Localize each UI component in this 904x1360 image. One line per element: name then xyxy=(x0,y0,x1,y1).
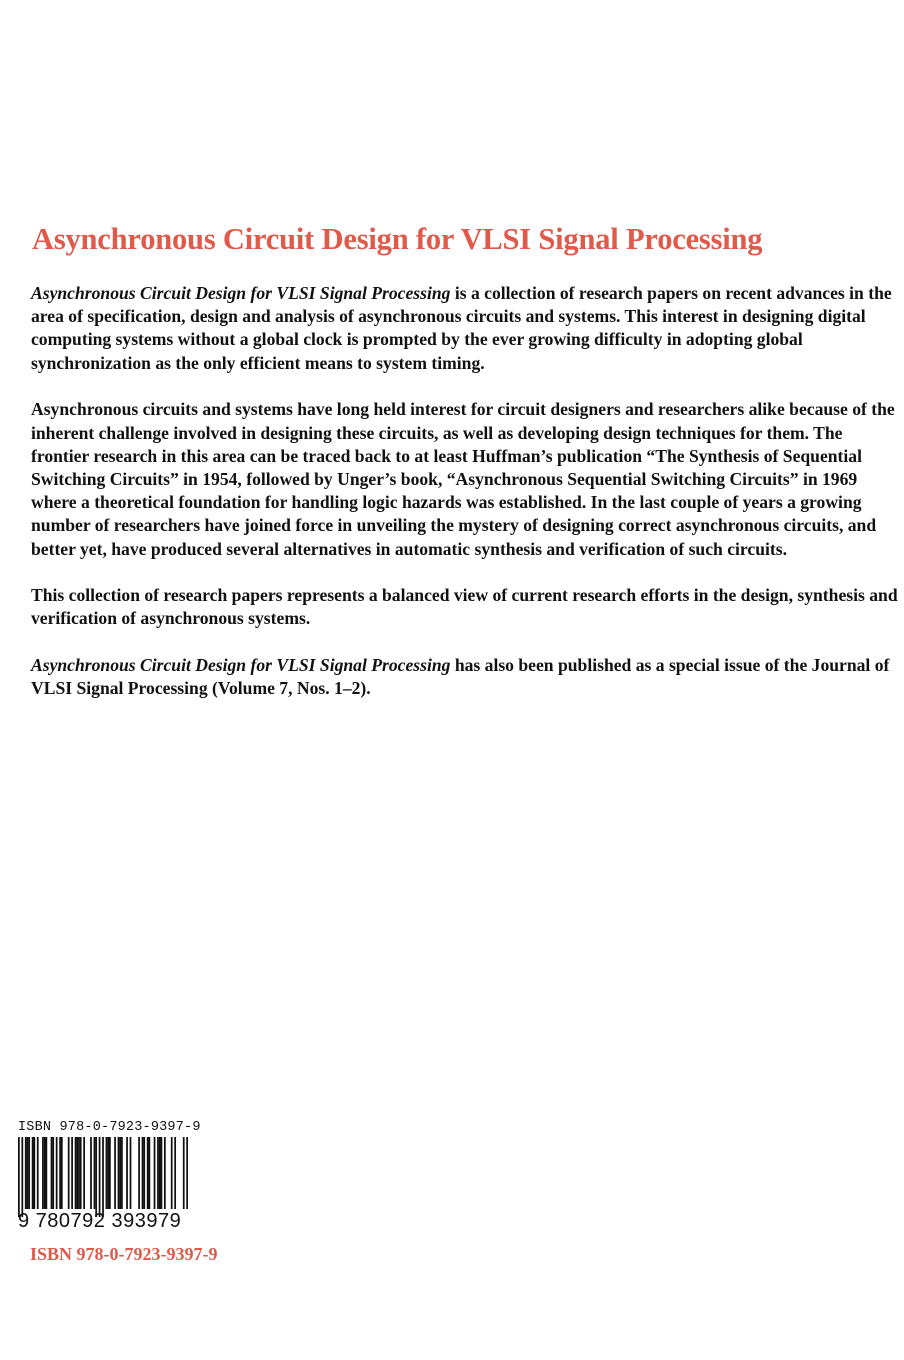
paragraph-4 xyxy=(31,654,899,700)
barcode-bar xyxy=(71,1137,73,1209)
barcode-bar xyxy=(121,1137,123,1209)
barcode-bar xyxy=(154,1137,156,1209)
barcode-bars xyxy=(18,1137,188,1217)
barcode-bar xyxy=(164,1137,166,1209)
barcode-bar xyxy=(25,1137,27,1209)
barcode-bar xyxy=(94,1137,96,1209)
barcode-bar xyxy=(78,1137,80,1209)
barcode-isbn-label: ISBN 978-0-7923-9397-9 xyxy=(18,1120,201,1135)
paragraph-1-italic-title: Asynchronous Circuit Design for VLSI Signal Processing xyxy=(31,283,451,303)
barcode-bar xyxy=(107,1137,109,1209)
barcode-bar xyxy=(42,1137,44,1209)
barcode-bar xyxy=(95,1137,97,1217)
isbn-barcode xyxy=(18,1120,208,1238)
barcode-bar xyxy=(76,1137,78,1209)
barcode-bar xyxy=(80,1137,82,1209)
barcode-bar xyxy=(33,1137,35,1209)
barcode-bar xyxy=(183,1137,185,1209)
barcode-bar xyxy=(126,1137,128,1209)
barcode-bar xyxy=(114,1137,116,1209)
barcode-digits: 9 780792 393979 xyxy=(18,1210,182,1232)
barcode-bar xyxy=(52,1137,54,1209)
description-body xyxy=(31,282,899,724)
barcode-bar xyxy=(130,1137,132,1209)
barcode-bar xyxy=(45,1137,47,1209)
barcode-bar xyxy=(142,1137,144,1209)
barcode-bar xyxy=(32,1137,34,1209)
book-title: Asynchronous Circuit Design for VLSI Signal Processing xyxy=(32,222,763,256)
barcode-bar xyxy=(106,1137,108,1209)
barcode-bar xyxy=(118,1137,120,1209)
paragraph-3: This collection of research papers represents a balanced view of current research efforts in the design, synthesis and verification of asynchronous systems. xyxy=(31,585,898,629)
barcode-bar xyxy=(61,1137,63,1209)
barcode-bar xyxy=(102,1137,104,1217)
barcode-bar xyxy=(90,1137,92,1209)
barcode-bar xyxy=(138,1137,140,1209)
barcode-bar xyxy=(171,1137,173,1209)
barcode-bar xyxy=(161,1137,163,1209)
barcode-bar xyxy=(68,1137,70,1209)
barcode-bar xyxy=(37,1137,39,1209)
paragraph-1 xyxy=(31,282,899,375)
barcode-bar xyxy=(56,1137,58,1209)
barcode-bar xyxy=(28,1137,30,1209)
isbn-text: ISBN 978-0-7923-9397-9 xyxy=(30,1244,218,1264)
barcode-bar xyxy=(159,1137,161,1209)
barcode-bar xyxy=(157,1137,159,1209)
paragraph-4-text: has also been published as a special issue of the Journal of VLSI Signal Processing (Volume 7, Nos. 1–2). xyxy=(31,655,890,699)
barcode-bar xyxy=(147,1137,149,1209)
barcode-bar xyxy=(186,1137,188,1209)
barcode-bar xyxy=(99,1137,101,1217)
barcode-bar xyxy=(109,1137,111,1209)
barcode-bar xyxy=(174,1137,176,1209)
barcode-bar xyxy=(149,1137,151,1209)
barcode-bar xyxy=(18,1137,20,1217)
barcode-bar xyxy=(59,1137,61,1209)
barcode-bar xyxy=(83,1137,85,1209)
paragraph-2: Asynchronous circuits and systems have long held interest for circuit designers and researchers alike because of the inherent challenge involved in designing these circuits, as well as developing design techniques for them. The frontier research in this area can be traced back to at least Huffman’s publication “The Synthesis of Sequential Switching Circuits” in 1954, followed by Unger’s book, “Asynchronous Sequential Switching Circuits” in 1969 where a theoretical foundation for handling logic hazards was established. In the last couple of years a growing number of researchers have joined force in unveiling the mystery of designing correct asynchronous circuits, and better yet, have produced several alternatives in automatic synthesis and verification of such circuits. xyxy=(31,399,895,559)
paragraph-4-italic-title: Asynchronous Circuit Design for VLSI Signal Processing xyxy=(31,655,451,676)
barcode-bar xyxy=(44,1137,46,1209)
paragraph-1-text: is a collection of research papers on recent advances in the area of specification, design and analysis of asynchronous circuits and systems. This interest in designing digital computing systems without a global clock is prompted by the ever growing difficulty in adopting global synchronization as the only efficient means to system timing. xyxy=(31,283,892,373)
barcode-bar xyxy=(27,1137,29,1209)
barcode-bar xyxy=(21,1137,23,1217)
barcode-bar xyxy=(51,1137,53,1209)
barcode-bar xyxy=(75,1137,77,1209)
barcode-bar xyxy=(119,1137,121,1209)
barcode-bar xyxy=(143,1137,145,1209)
